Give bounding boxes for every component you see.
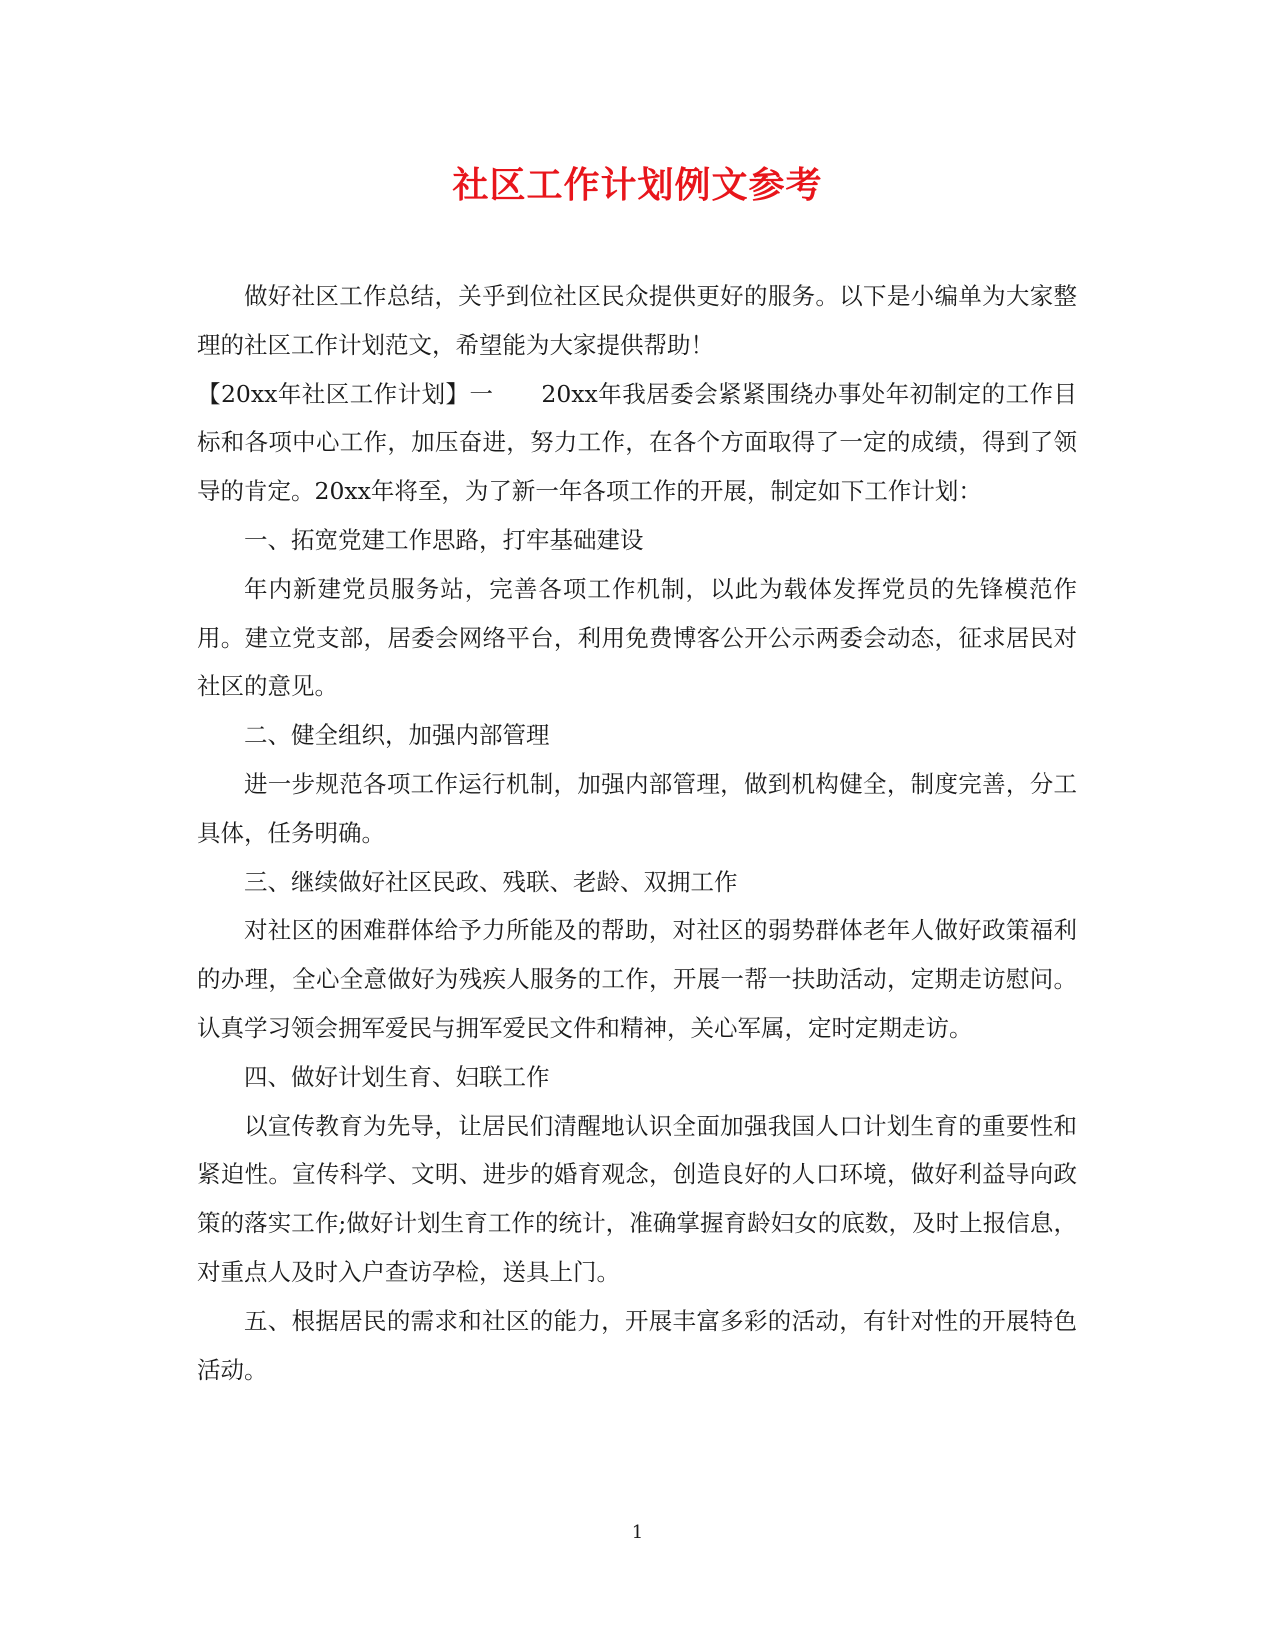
section-body-2: 进一步规范各项工作运行机制，加强内部管理，做到机构健全，制度完善，分工具体，任务明确。 (197, 769, 1077, 847)
section-body-1: 年内新建党员服务站，完善各项工作机制，以此为载体发挥党员的先锋模范作用。建立党支部，居委会网络平台，利用免费博客公开公示两委会动态，征求居民对社区的意见。 (197, 574, 1077, 701)
section-heading-3: 三、继续做好社区民政、残联、老龄、双拥工作 (244, 867, 738, 896)
section-heading-2: 二、健全组织，加强内部管理 (244, 721, 550, 750)
document-title: 社区工作计划例文参考 (452, 164, 823, 206)
paragraph-plan-intro: 【20xx年社区工作计划】一 20xx年我居委会紧紧围绕办事处年初制定的工作目标和各项中心工作，加压奋进，努力工作，在各个方面取得了一定的成绩，得到了领导的肯定。20xx年将至，为了新一年各项工作的开展，制定如下工作计划： (197, 379, 1077, 506)
page-number: 1 (631, 1522, 644, 1543)
section-body-4: 以宣传教育为先导，让居民们清醒地认识全面加强我国人口计划生育的重要性和紧迫性。宣传科学、文明、进步的婚育观念，创造良好的人口环境，做好利益导向政策的落实工作;做好计划生育工作的统计，准确掌握育龄妇女的底数，及时上报信息，对重点人及时入户查访孕检，送具上门。 (197, 1111, 1077, 1286)
section-body-3: 对社区的困难群体给予力所能及的帮助，对社区的弱势群体老年人做好政策福利的办理，全心全意做好为残疾人服务的工作，开展一帮一扶助活动，定期走访慰问。认真学习领会拥军爱民与拥军爱民文件和精神，关心军属，定时定期走访。 (197, 916, 1077, 1042)
section-heading-1: 一、拓宽党建工作思路，打牢基础建设 (244, 525, 644, 554)
section-heading-4: 四、做好计划生育、妇联工作 (244, 1062, 550, 1091)
paragraph-intro: 做好社区工作总结，关乎到位社区民众提供更好的服务。以下是小编单为大家整理的社区工作计划范文，希望能为大家提供帮助！ (197, 282, 1077, 359)
document-body (197, 272, 1077, 1394)
section-heading-5: 五、根据居民的需求和社区的能力，开展丰富多彩的活动，有针对性的开展特色活动。 (197, 1306, 1077, 1384)
